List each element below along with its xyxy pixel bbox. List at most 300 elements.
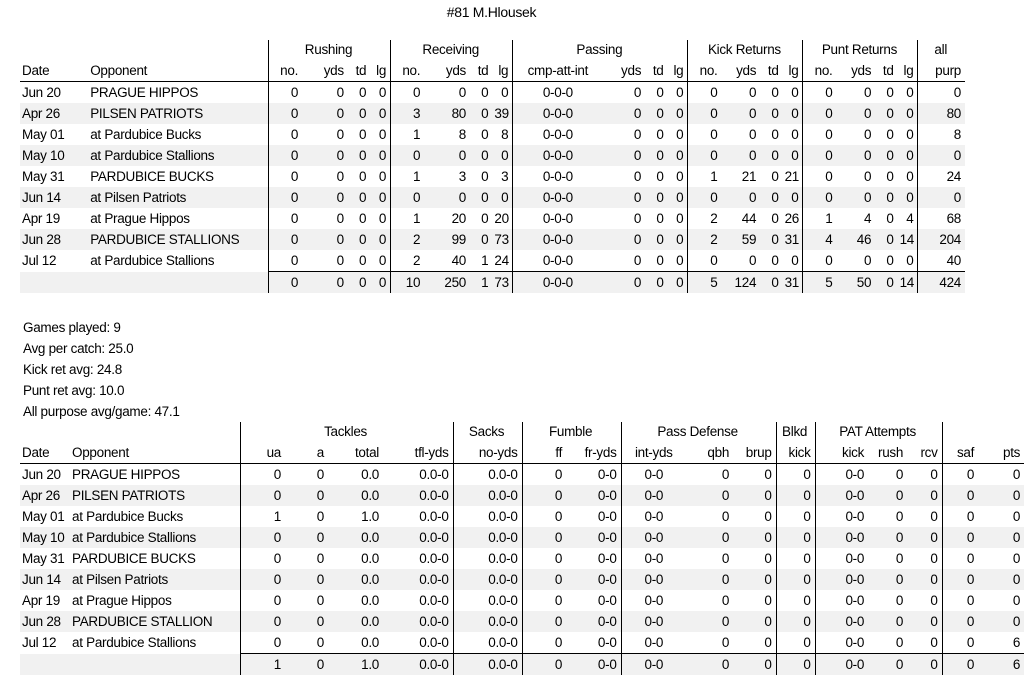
stat-cell: 0.0	[328, 569, 383, 590]
kick-ret-avg: Kick ret avg: 24.8	[23, 362, 122, 377]
stat-cell: 0	[966, 508, 975, 524]
column-header: lg	[668, 60, 688, 82]
stat-cell: 0	[721, 550, 730, 566]
stat-cell: 0-0	[621, 527, 688, 548]
stat-cell: 0	[868, 569, 907, 590]
stat-cell: 80	[918, 103, 965, 124]
stat-cell: 8	[492, 124, 512, 145]
stat-cell: 0	[302, 229, 348, 250]
stat-cell: 73	[492, 229, 512, 250]
stat-cell: 0	[942, 611, 978, 632]
total-cell: 0	[907, 654, 942, 676]
offense-group-rushing: Rushing	[268, 40, 390, 60]
column-header: ff	[522, 442, 566, 464]
stat-cell: 0	[783, 187, 803, 208]
stat-cell: 0	[721, 592, 730, 608]
stat-cell: 0	[803, 103, 837, 124]
table-row	[20, 464, 1024, 486]
opponent-cell: at Pardubice Stallions	[70, 527, 240, 548]
column-header: Opponent	[88, 60, 268, 82]
total-cell: 0	[645, 272, 667, 294]
stat-cell: 0	[898, 145, 918, 166]
total-cell: 0-0	[621, 654, 688, 676]
defense-total-row	[20, 654, 1024, 676]
stat-cell: 0.0	[328, 485, 383, 506]
opponent-cell: PARDUBICE BUCKS	[72, 550, 196, 566]
defense-group-pass-defense: Pass Defense	[621, 422, 776, 442]
stat-cell: 0	[336, 126, 344, 142]
stat-cell: 0	[240, 464, 285, 486]
stat-cell: 0	[240, 548, 285, 569]
column-header: fr-yds	[566, 442, 621, 464]
stat-cell: 0	[837, 145, 876, 166]
stat-cell: 0	[863, 252, 872, 268]
stat-cell: 1.0	[361, 508, 379, 524]
stat-cell: 0	[898, 124, 918, 145]
stat-cell: 0	[907, 548, 942, 569]
stat-cell: 0.0-0	[383, 569, 453, 590]
stat-cell: 0	[907, 506, 942, 527]
stat-cell: 0-0	[845, 634, 865, 650]
stat-cell: 0	[240, 485, 285, 506]
stat-cell: 0-0	[644, 508, 664, 524]
column-header: td	[645, 60, 667, 82]
stat-cell: 14	[898, 229, 918, 250]
total-cell	[20, 654, 70, 676]
stat-cell: 0	[875, 229, 897, 250]
stat-cell: 0	[837, 103, 876, 124]
stat-cell: 0	[868, 485, 907, 506]
stat-cell: 0	[907, 527, 942, 548]
stat-cell: 0	[348, 187, 370, 208]
stat-cell: 0	[721, 466, 730, 482]
offense-group-receiving: Receiving	[391, 40, 513, 60]
total-cell: 6	[978, 654, 1024, 676]
stat-cell: 0	[1012, 592, 1021, 608]
column-header: no.	[803, 60, 837, 82]
offense-group-passing: Passing	[513, 40, 688, 60]
column-header: rush	[868, 442, 907, 464]
stat-cell: 0	[391, 145, 425, 166]
table-row	[20, 506, 1024, 527]
stat-cell: 0	[721, 187, 760, 208]
opponent-cell: PARDUBICE STALLIONS	[88, 229, 268, 250]
stat-cell: 0	[918, 145, 965, 166]
stat-cell: 0	[748, 84, 757, 100]
date-cell: Jun 28	[20, 611, 70, 632]
stat-cell: 0	[907, 464, 942, 486]
stat-cell: 0	[481, 84, 489, 100]
stat-cell: 40	[946, 252, 961, 268]
stat-cell: 1	[412, 168, 421, 184]
column-header: cmp-att-int	[513, 60, 605, 82]
stat-cell: 0	[898, 82, 918, 104]
stat-cell: 0	[733, 590, 776, 611]
offense-stats-table	[20, 40, 965, 293]
stat-cell: 0	[604, 103, 645, 124]
total-cell: 0	[522, 654, 566, 676]
column-header: ua	[240, 442, 285, 464]
column-header: purp	[918, 60, 965, 82]
stat-cell: 0	[825, 168, 833, 184]
stat-cell: 0	[783, 250, 803, 272]
stat-cell: 46	[837, 229, 876, 250]
stat-cell: 0-0	[815, 611, 868, 632]
stat-cell: 0	[771, 126, 779, 142]
stat-cell: 0	[688, 569, 733, 590]
stat-cell: 21	[783, 166, 803, 187]
opponent-cell: PRAGUE HIPPOS	[72, 466, 180, 482]
stat-cell: 0	[907, 632, 942, 654]
stat-cell: 0-0	[845, 592, 865, 608]
stat-cell: 0.0-0	[383, 527, 453, 548]
stat-cell: 0	[522, 611, 566, 632]
stat-cell: 0	[554, 592, 563, 608]
opponent-cell: at Prague Hippos	[72, 592, 172, 608]
stat-cell: 0-0	[644, 592, 664, 608]
column-header: a	[285, 442, 328, 464]
stat-cell: 0.0-0	[453, 527, 522, 548]
stat-cell: 0.0-0	[453, 569, 522, 590]
stat-cell: 0	[458, 84, 466, 100]
opponent-cell: PILSEN PATRIOTS	[70, 485, 240, 506]
stat-cell: 0	[336, 84, 344, 100]
stat-cell: 0	[907, 590, 942, 611]
date-cell: Apr 26	[20, 103, 88, 124]
stat-cell: 0	[898, 103, 918, 124]
column-header: Date	[20, 442, 70, 464]
total-cell: 0	[875, 272, 897, 294]
stat-cell: 0	[240, 527, 285, 548]
stat-cell: 0	[348, 145, 370, 166]
stat-cell: 0-0	[644, 634, 664, 650]
stat-cell: 0	[481, 210, 489, 226]
stat-cell: 0	[424, 145, 470, 166]
stat-cell: 0-0-0	[542, 210, 573, 226]
date-cell: May 10	[20, 527, 70, 548]
column-header: Date	[20, 60, 88, 82]
date-cell: May 31	[22, 550, 65, 566]
stat-cell: 0	[710, 126, 718, 142]
stat-cell: 1	[412, 210, 421, 226]
stat-cell: 0	[656, 210, 664, 226]
stat-cell: 0	[336, 210, 344, 226]
table-row	[20, 124, 965, 145]
table-row	[20, 569, 1024, 590]
stat-cell: 0	[668, 250, 688, 272]
stat-cell: 0	[370, 103, 390, 124]
stat-cell: 0	[733, 506, 776, 527]
table-row	[20, 485, 1024, 506]
stat-cell: 0	[907, 611, 942, 632]
stat-cell: 0	[1012, 466, 1021, 482]
stat-cell: 0	[522, 569, 566, 590]
table-row	[20, 145, 965, 166]
stat-cell: 0	[748, 252, 757, 268]
stat-cell: 0	[359, 210, 367, 226]
stat-cell: 0	[688, 485, 733, 506]
stat-cell: 0	[688, 611, 733, 632]
stat-cell: 0-0-0	[542, 84, 573, 100]
punt-ret-avg: Punt ret avg: 10.0	[23, 383, 125, 398]
stat-cell: 0	[966, 634, 975, 650]
stat-cell: 0	[268, 82, 302, 104]
stat-cell: 0	[316, 634, 324, 650]
column-header: yds	[721, 60, 760, 82]
stat-cell: 0	[268, 103, 302, 124]
stat-cell: 0	[604, 145, 645, 166]
stat-cell: 0	[721, 145, 760, 166]
stat-cell: 0.0	[361, 592, 379, 608]
total-cell: 73	[492, 272, 512, 294]
stat-cell: 0	[268, 250, 302, 272]
stat-cell: 2	[412, 252, 421, 268]
stat-cell: 0	[481, 126, 489, 142]
stat-cell: 3	[458, 168, 466, 184]
total-cell: 0.0-0	[453, 654, 522, 676]
stat-cell: 6	[1012, 634, 1021, 650]
stat-cell: 0	[240, 590, 285, 611]
stat-cell: 0	[776, 548, 815, 569]
stat-cell: 0	[492, 82, 512, 104]
stat-cell: 0	[522, 485, 566, 506]
stat-cell: 0	[978, 485, 1024, 506]
defense-group-pat-attempts: PAT Attempts	[815, 422, 942, 442]
date-cell: Jun 14	[20, 187, 88, 208]
stat-cell: 0	[895, 634, 904, 650]
stat-cell: 1	[240, 506, 285, 527]
stat-cell: 0	[942, 485, 978, 506]
stat-cell: 0	[907, 569, 942, 590]
stat-cell: 24	[492, 250, 512, 272]
stat-cell: 0	[918, 187, 965, 208]
table-row	[20, 82, 965, 104]
stat-cell: 0	[470, 145, 492, 166]
column-header: td	[875, 60, 897, 82]
stat-cell: 0	[656, 252, 664, 268]
stat-cell: 0	[668, 103, 688, 124]
table-row	[20, 590, 1024, 611]
stat-cell: 0	[895, 508, 904, 524]
stat-cell: 0	[668, 166, 688, 187]
column-header: yds	[837, 60, 876, 82]
stat-cell: 0	[391, 187, 425, 208]
column-header: lg	[370, 60, 390, 82]
stat-cell: 0	[748, 126, 757, 142]
page-title: #81 M.Hlousek	[446, 4, 537, 20]
opponent-cell: at Pardubice Bucks	[90, 126, 202, 142]
stat-cell: 0	[285, 527, 328, 548]
stat-cell: 0	[492, 187, 512, 208]
summary-stats	[23, 317, 180, 422]
total-cell: 5	[803, 272, 837, 294]
stat-cell: 0	[710, 252, 718, 268]
total-cell: 0-0-0	[513, 272, 605, 294]
opponent-cell: PARDUBICE STALLION	[70, 611, 240, 632]
stat-cell: 0	[668, 145, 688, 166]
opponent-cell: at Pardubice Bucks	[72, 508, 183, 524]
stat-cell: 1	[412, 126, 421, 142]
table-row	[20, 250, 965, 272]
defense-group-fumble: Fumble	[522, 422, 621, 442]
total-cell: 5	[688, 272, 722, 294]
stat-cell: 0	[470, 229, 492, 250]
stat-cell: 0	[895, 466, 904, 482]
stat-cell: 0	[359, 168, 367, 184]
stat-cell: 0	[348, 103, 370, 124]
stat-cell: 2	[391, 229, 425, 250]
stat-cell: 0	[554, 634, 563, 650]
stat-cell: 0	[470, 103, 492, 124]
stat-cell: 0	[285, 569, 328, 590]
stat-cell: 0	[370, 187, 390, 208]
table-row	[20, 548, 1024, 569]
stat-cell: 0	[760, 187, 782, 208]
total-cell: 0-0	[566, 654, 621, 676]
stat-cell: 0	[978, 527, 1024, 548]
stat-cell: 0.0	[328, 611, 383, 632]
stat-cell: 0	[783, 124, 803, 145]
date-cell: Jul 12	[22, 252, 57, 268]
stat-cell: 0-0-0	[513, 229, 605, 250]
opponent-cell: at Pardubice Stallions	[72, 634, 196, 650]
stat-cell: 0	[776, 632, 815, 654]
date-cell: Apr 19	[22, 592, 60, 608]
stat-cell: 0	[776, 569, 815, 590]
stat-cell: 0	[481, 168, 489, 184]
stat-cell: 26	[783, 208, 803, 229]
stat-cell: 0-0-0	[513, 145, 605, 166]
stat-cell: 0	[412, 84, 421, 100]
column-header: td	[470, 60, 492, 82]
date-cell: May 01	[22, 126, 65, 142]
stat-cell: 0	[776, 527, 815, 548]
opponent-cell: PILSEN PATRIOTS	[88, 103, 268, 124]
stat-cell: 0	[268, 145, 302, 166]
stat-cell: 0	[645, 103, 667, 124]
column-header: yds	[604, 60, 645, 82]
stat-cell: 20	[492, 208, 512, 229]
stat-cell: 0	[978, 569, 1024, 590]
date-cell: Apr 19	[22, 210, 60, 226]
stat-cell: 0	[302, 145, 348, 166]
column-header: yds	[302, 60, 348, 82]
opponent-cell: PRAGUE HIPPOS	[90, 84, 199, 100]
column-header: no.	[268, 60, 302, 82]
stat-cell: 0	[688, 145, 722, 166]
stat-cell: 0	[733, 548, 776, 569]
stat-cell: 0-0	[815, 485, 868, 506]
stat-cell: 0-0	[566, 632, 621, 654]
stat-cell: 0	[316, 508, 324, 524]
stat-cell: 1	[825, 210, 833, 226]
total-cell: 10	[391, 272, 425, 294]
column-header: tfl-yds	[383, 442, 453, 464]
stat-cell: 0	[825, 84, 833, 100]
total-cell: 424	[918, 272, 965, 294]
stat-cell: 0	[633, 252, 642, 268]
stat-cell: 40	[451, 252, 466, 268]
stat-cell: 0-0	[815, 527, 868, 548]
stat-cell: 0.0-0	[383, 506, 453, 527]
stat-cell: 0	[336, 252, 344, 268]
stat-cell: 0	[285, 611, 328, 632]
stat-cell: 3	[391, 103, 425, 124]
stat-cell: 0.0	[328, 527, 383, 548]
stat-cell: 1	[481, 252, 489, 268]
defense-group-blkd: Blkd	[776, 422, 815, 442]
defense-group-spacer	[20, 422, 240, 442]
stat-cell: 0	[733, 611, 776, 632]
stat-cell: 4	[803, 229, 837, 250]
defense-group-spacer	[942, 422, 1024, 442]
stat-cell: 0-0-0	[513, 187, 605, 208]
table-row	[20, 632, 1024, 654]
stat-cell: 44	[741, 210, 757, 226]
stat-cell: 0-0	[621, 485, 688, 506]
opponent-cell: PARDUBICE BUCKS	[90, 168, 214, 184]
stat-cell: 0	[522, 527, 566, 548]
stat-cell: 8	[953, 126, 961, 142]
stat-cell: 0	[604, 187, 645, 208]
stat-cell: 0	[336, 168, 344, 184]
opponent-cell: at Pardubice Stallions	[90, 252, 215, 268]
stat-cell: 2	[710, 210, 718, 226]
stat-cell: 0	[898, 166, 918, 187]
stat-cell: 0	[771, 168, 779, 184]
date-cell: Jun 20	[22, 466, 61, 482]
column-header: td	[348, 60, 370, 82]
total-cell: 0	[268, 272, 302, 294]
stat-cell: 0	[760, 103, 782, 124]
stat-cell: 24	[946, 168, 961, 184]
total-cell: 0.0-0	[383, 654, 453, 676]
stat-cell: 0	[760, 229, 782, 250]
stat-cell: 0	[688, 527, 733, 548]
stat-cell: 0	[978, 611, 1024, 632]
total-cell	[70, 654, 240, 676]
column-header: qbh	[688, 442, 733, 464]
total-cell: 14	[898, 272, 918, 294]
stat-cell: 0	[875, 145, 897, 166]
total-cell	[88, 272, 268, 294]
total-cell: 0	[776, 654, 815, 676]
stat-cell: 0	[875, 187, 897, 208]
stat-cell: 0-0	[566, 611, 621, 632]
stat-cell: 0	[316, 550, 324, 566]
table-row	[20, 208, 965, 229]
column-header: td	[760, 60, 782, 82]
stat-cell: 0	[825, 252, 833, 268]
stat-cell: 0	[886, 252, 894, 268]
stat-cell: 0	[886, 210, 894, 226]
total-cell: 0	[604, 272, 645, 294]
stat-cell: 0	[633, 84, 642, 100]
stat-cell: 0	[424, 187, 470, 208]
stat-cell: 0	[733, 632, 776, 654]
stat-cell: 0-0	[644, 466, 664, 482]
stat-cell: 0.0-0	[383, 464, 453, 486]
opponent-cell: at Pardubice Stallions	[88, 145, 268, 166]
defense-stats-table	[20, 422, 1024, 675]
offense-group-spacer	[20, 40, 268, 60]
stat-cell: 0	[898, 187, 918, 208]
stat-cell: 68	[946, 210, 961, 226]
offense-column-header-row	[20, 60, 965, 82]
stat-cell: 0	[721, 103, 760, 124]
total-cell: 0	[942, 654, 978, 676]
stat-cell: 0	[645, 145, 667, 166]
